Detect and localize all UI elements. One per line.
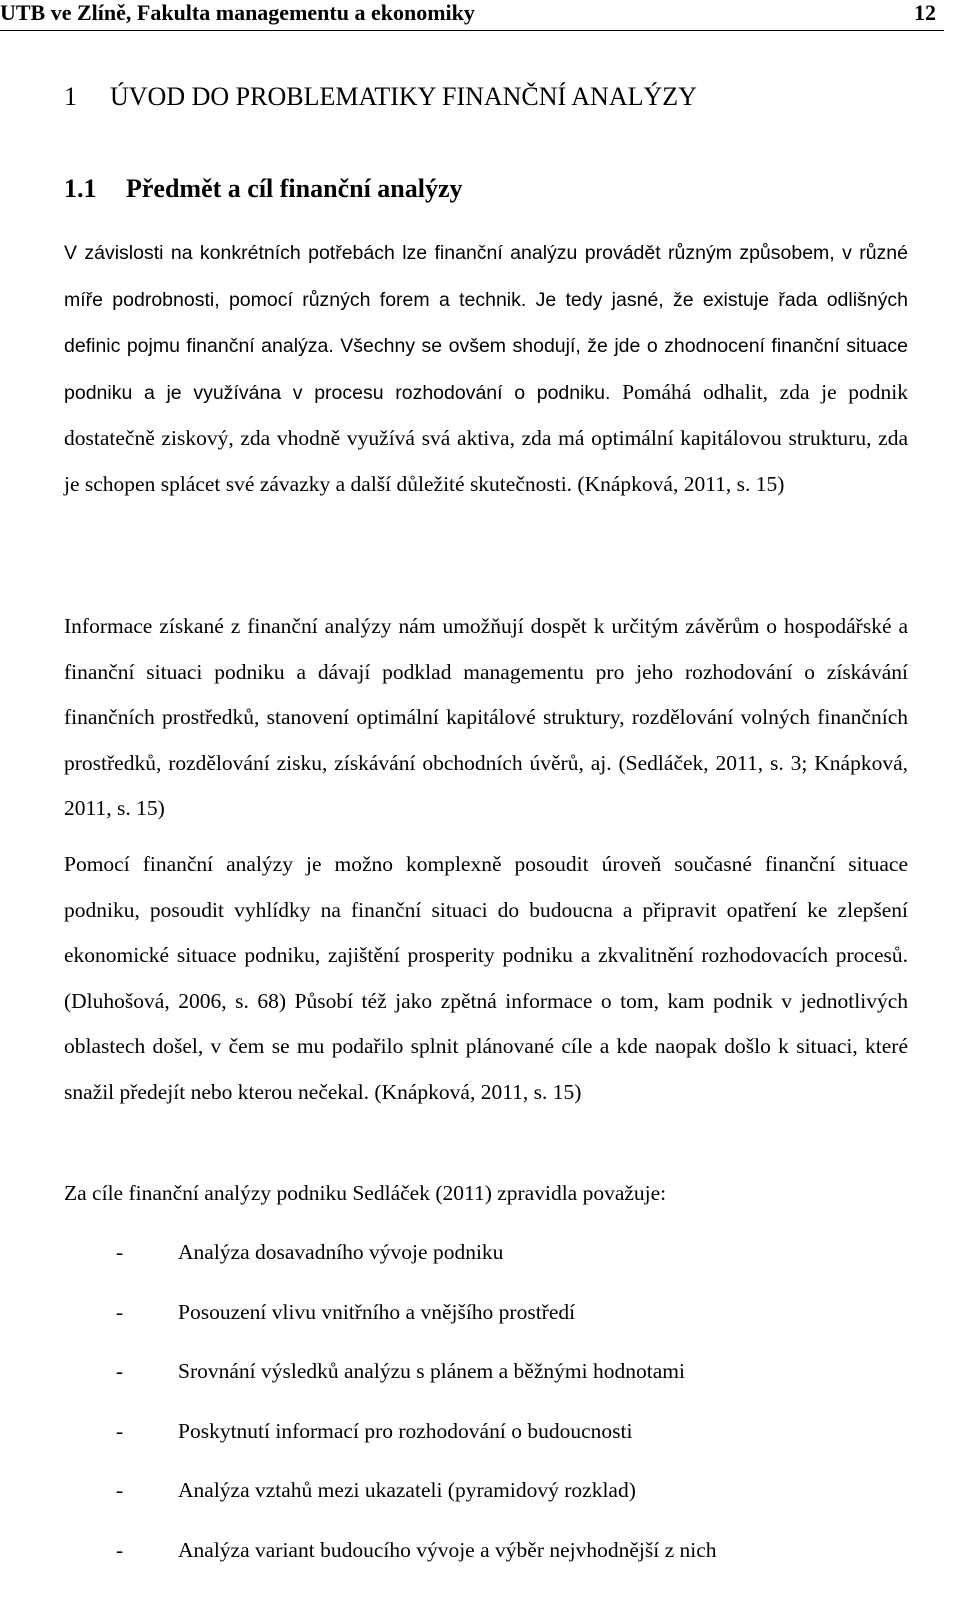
list-item-text: Poskytnutí informací pro rozhodování o budoucnosti	[178, 1418, 633, 1443]
list-item	[64, 1467, 908, 1527]
paragraph-4: Za cíle finanční analýzy podniku Sedláček (2011) zpravidla považuje:	[64, 1181, 667, 1205]
page-number: 12	[914, 0, 936, 25]
header-school: UTB ve Zlíně, Fakulta managementu a ekonomiky	[0, 0, 475, 25]
list-item-text: Analýza variant budoucího vývoje a výběr nejvhodnější z nich	[178, 1537, 717, 1562]
list-item	[64, 1289, 908, 1349]
list-dash: -	[116, 1240, 124, 1264]
paragraph-2: Informace získané z finanční analýzy nám umožňují dospět k určitým závěrům o hospodářské a finanční situaci podniku a dávají podklad managementu pro jeho rozhodování o získávání finančních prostředků, stanovení optimální kapitálové struktury, rozdělování volných finančních prostředků, rozdělování zisku, získávání obchodních úvěrů, aj. (Sedláček, 2011, s. 3; Knápková, 2011, s. 15)	[64, 614, 908, 821]
page-header	[0, 0, 944, 31]
chapter-heading	[64, 80, 697, 114]
paragraph-1	[64, 230, 908, 508]
list-item	[64, 1527, 908, 1587]
list-item-text: Analýza dosavadního vývoje podniku	[178, 1240, 504, 1264]
list-dash: -	[116, 1359, 124, 1383]
list-dash: -	[116, 1537, 124, 1562]
goals-list	[64, 1229, 908, 1586]
chapter-title: ÚVOD DO PROBLEMATIKY FINANČNÍ ANALÝZY	[110, 82, 697, 111]
list-item-text: Srovnání výsledků analýzu s plánem a běžnými hodnotami	[178, 1359, 685, 1383]
paragraph-1-sans-part: V závislosti na konkrétních potřebách lze finanční analýzu provádět různým způsobem, v různé míře podrobnosti, pomocí různých forem a technik. Je tedy jasné, že existuje řada odlišných definic pojmu finanční analýza. Všechny se ovšem shodují, že jde o zhodnocení finanční situace podniku a je využívána v procesu rozhodování o podniku.	[64, 242, 908, 404]
paragraph-3: Pomocí finanční analýzy je možno komplexně posoudit úroveň současné finanční situace podniku, posoudit vyhlídky na finanční situaci do budoucna a připravit opatření ke zlepšení ekonomické situace podniku, zajištění prosperity podniku a zkvalitnění rozhodovacích procesů. (Dluhošová, 2006, s. 68) Působí též jako zpětná informace o tom, kam podnik v jednotlivých oblastech došel, v čem se mu podařilo splnit plánované cíle a kde naopak došlo k situaci, které snažil předejít nebo kterou nečekal. (Knápková, 2011, s. 15)	[64, 852, 908, 1104]
section-heading	[64, 172, 463, 206]
section-title: Předmět a cíl finanční analýzy	[126, 174, 463, 203]
list-item	[64, 1348, 908, 1408]
section-number: 1.1	[64, 174, 97, 203]
list-item	[64, 1408, 908, 1468]
list-dash: -	[116, 1299, 124, 1324]
list-dash: -	[116, 1478, 124, 1502]
list-item-text: Posouzení vlivu vnitřního a vnějšího prostředí	[178, 1299, 576, 1324]
list-dash: -	[116, 1418, 124, 1443]
list-item	[64, 1229, 908, 1289]
list-item-text: Analýza vztahů mezi ukazateli (pyramidový rozklad)	[178, 1478, 636, 1502]
chapter-number: 1	[64, 82, 77, 111]
paragraph-1-serif-part: Pomáhá odhalit, zda je podnik dostatečně ziskový, zda vhodně využívá svá aktiva, zda má optimální kapitálovou strukturu, zda je schopen splácet své závazky a další důležité skutečnosti. (Knápková, 2011, s. 15)	[64, 379, 908, 496]
